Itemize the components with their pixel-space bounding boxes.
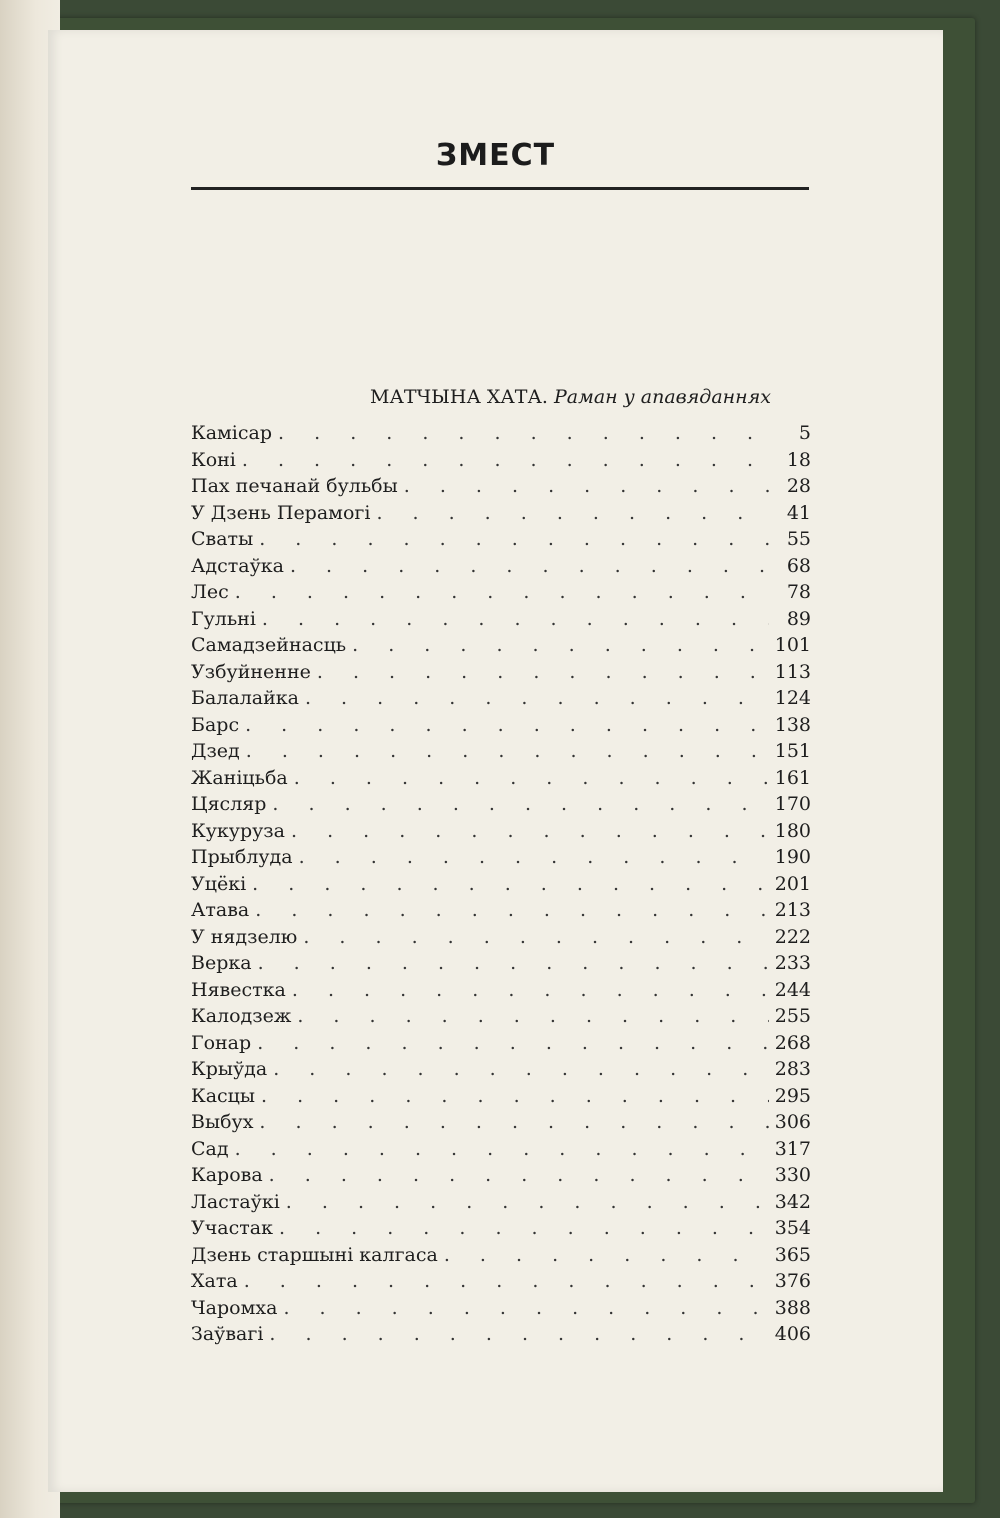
toc-entry-page-number: 41 (786, 501, 811, 524)
toc-entry-title: Узбуйненне (191, 660, 311, 683)
dot-leader (404, 473, 769, 500)
toc-entry (191, 1295, 811, 1322)
dot-leader (352, 632, 769, 659)
toc-entry (191, 712, 811, 739)
toc-entry (191, 1030, 811, 1057)
dot-leader (305, 685, 769, 712)
dot-leader (242, 447, 769, 474)
toc-entry-title: Чаромха (191, 1296, 278, 1319)
toc-entry-title: Верка (191, 952, 252, 974)
toc-entry-title: Гонар (191, 1031, 252, 1054)
dot-leader (257, 1030, 769, 1057)
toc-entry-title: Коні (191, 448, 236, 471)
toc-entry (191, 950, 811, 977)
toc-entry (191, 791, 811, 818)
toc-entry (191, 818, 811, 845)
toc-entry-page-number: 376 (774, 1270, 811, 1292)
book-page (48, 30, 943, 1492)
toc-entry (191, 553, 811, 580)
toc-entry-title: Уцёкі (191, 872, 247, 895)
section-name: МАТЧЫНА ХАТА. (369, 386, 548, 408)
toc-entry-page-number: 222 (774, 925, 811, 948)
toc-entry-title: Ластаўкі (191, 1190, 280, 1213)
dot-leader (444, 1242, 769, 1269)
toc-entry (191, 1268, 811, 1295)
toc-entry-page-number: 342 (774, 1190, 811, 1213)
toc-entry-page-number: 5 (798, 422, 811, 444)
toc-entries (191, 420, 811, 1348)
toc-entry-page-number: 151 (774, 740, 811, 762)
toc-entry-page-number: 18 (786, 448, 811, 471)
toc-entry-page-number: 170 (774, 793, 811, 815)
toc-entry-page-number: 190 (774, 846, 811, 868)
toc-entry-title: Карова (191, 1164, 263, 1186)
section-subtitle: Раман у апавяданнях (553, 386, 771, 408)
toc-entry (191, 606, 811, 633)
toc-entry (191, 1321, 811, 1348)
toc-entry-title: Нявестка (191, 978, 286, 1001)
toc-entry-title: Цясляр (191, 793, 267, 815)
toc-entry-page-number: 306 (774, 1111, 811, 1133)
toc-entry-title: У Дзень Перамогі (191, 501, 371, 524)
toc-entry-page-number: 161 (774, 766, 811, 789)
dot-leader (235, 579, 769, 606)
toc-entry-page-number: 255 (774, 1005, 811, 1027)
toc-entry-title: Заўвагі (191, 1323, 264, 1345)
toc-entry-page-number: 233 (774, 952, 811, 974)
dot-leader (272, 791, 769, 818)
toc-entry-page-number: 138 (774, 713, 811, 736)
toc-entry-title: Камісар (191, 422, 273, 444)
dot-leader (279, 1215, 769, 1242)
dot-leader (262, 606, 769, 633)
toc-entry (191, 526, 811, 553)
toc-entry-title: Дзень старшыні калгаса (191, 1243, 438, 1266)
toc-entry-title: Крыўда (191, 1058, 268, 1080)
toc-entry-page-number: 101 (774, 634, 811, 656)
toc-entry-page-number: 28 (786, 475, 811, 497)
dot-leader (291, 818, 769, 845)
toc-entry (191, 632, 811, 659)
table-of-contents (191, 382, 811, 1348)
toc-entry-title: Кукуруза (191, 819, 285, 842)
toc-entry (191, 473, 811, 500)
toc-entry (191, 500, 811, 527)
dot-leader (252, 871, 769, 898)
toc-entry (191, 897, 811, 924)
toc-entry-title: Калодзеж (191, 1005, 292, 1027)
dot-leader (294, 765, 769, 792)
toc-entry-page-number: 354 (774, 1217, 811, 1239)
toc-entry-page-number: 283 (774, 1058, 811, 1080)
toc-entry-title: Жаніцьба (191, 766, 288, 789)
toc-entry-page-number: 89 (786, 607, 811, 630)
dot-leader (297, 1003, 769, 1030)
toc-entry (191, 447, 811, 474)
toc-entry-title: Сваты (191, 528, 254, 550)
dot-leader (261, 1083, 769, 1110)
toc-entry (191, 685, 811, 712)
dot-leader (283, 1295, 769, 1322)
toc-entry-page-number: 365 (774, 1243, 811, 1266)
toc-entry-title: Адстаўка (191, 554, 284, 577)
dot-leader (245, 712, 769, 739)
dot-leader (259, 526, 769, 553)
toc-entry-title: Сад (191, 1137, 229, 1160)
toc-entry-page-number: 330 (774, 1164, 811, 1186)
dot-leader (255, 897, 769, 924)
page-title: ЗМЕСТ (435, 138, 556, 173)
toc-entry-title: Атава (191, 899, 250, 921)
section-heading (191, 382, 811, 412)
toc-entry-title: Гульні (191, 607, 256, 630)
toc-entry (191, 765, 811, 792)
dot-leader (278, 420, 769, 447)
toc-entry (191, 1242, 811, 1269)
dot-leader (258, 950, 769, 977)
dot-leader (259, 1109, 769, 1136)
toc-entry-title: У нядзелю (191, 925, 298, 948)
toc-entry-title: Участак (191, 1217, 273, 1239)
toc-entry (191, 659, 811, 686)
toc-entry-page-number: 268 (774, 1031, 811, 1054)
title-underline (191, 187, 809, 190)
dot-leader (235, 1136, 769, 1163)
toc-entry (191, 738, 811, 765)
dot-leader (286, 1189, 769, 1216)
toc-entry-page-number: 68 (786, 554, 811, 577)
toc-entry (191, 844, 811, 871)
toc-entry (191, 871, 811, 898)
toc-entry-page-number: 180 (774, 819, 811, 842)
dot-leader (317, 659, 769, 686)
toc-entry (191, 1109, 811, 1136)
dot-leader (292, 977, 769, 1004)
toc-entry-page-number: 244 (774, 978, 811, 1001)
toc-entry-page-number: 388 (774, 1296, 811, 1319)
dot-leader (273, 1056, 769, 1083)
toc-entry (191, 1083, 811, 1110)
toc-entry-title: Хата (191, 1270, 238, 1292)
toc-entry-page-number: 113 (774, 660, 811, 683)
toc-entry-page-number: 201 (774, 872, 811, 895)
toc-entry (191, 420, 811, 447)
toc-entry (191, 977, 811, 1004)
toc-entry (191, 1162, 811, 1189)
dot-leader (290, 553, 769, 580)
toc-entry-page-number: 317 (774, 1137, 811, 1160)
toc-entry-page-number: 406 (774, 1323, 811, 1345)
toc-entry (191, 1136, 811, 1163)
toc-entry-page-number: 78 (786, 581, 811, 603)
dot-leader (246, 738, 769, 765)
toc-entry-title: Дзед (191, 740, 240, 762)
dot-leader (299, 844, 769, 871)
toc-entry-title: Самадзейнасць (191, 634, 347, 656)
toc-entry-page-number: 213 (774, 899, 811, 921)
toc-entry (191, 1056, 811, 1083)
toc-entry-page-number: 55 (786, 528, 811, 550)
toc-entry-title: Прыблуда (191, 846, 293, 868)
toc-entry (191, 1215, 811, 1242)
dot-leader (244, 1268, 769, 1295)
toc-entry (191, 924, 811, 951)
toc-entry (191, 1189, 811, 1216)
toc-entry-title: Лес (191, 581, 229, 603)
dot-leader (376, 500, 769, 527)
toc-entry-title: Балалайка (191, 687, 299, 709)
dot-leader (303, 924, 769, 951)
dot-leader (269, 1162, 769, 1189)
toc-entry-title: Барс (191, 713, 240, 736)
toc-entry-page-number: 295 (774, 1084, 811, 1107)
toc-entry-title: Выбух (191, 1111, 254, 1133)
toc-entry-title: Касцы (191, 1084, 256, 1107)
toc-entry (191, 1003, 811, 1030)
toc-entry (191, 579, 811, 606)
toc-entry-title: Пах печанай бульбы (191, 475, 398, 497)
toc-entry-page-number: 124 (774, 687, 811, 709)
dot-leader (269, 1321, 769, 1348)
